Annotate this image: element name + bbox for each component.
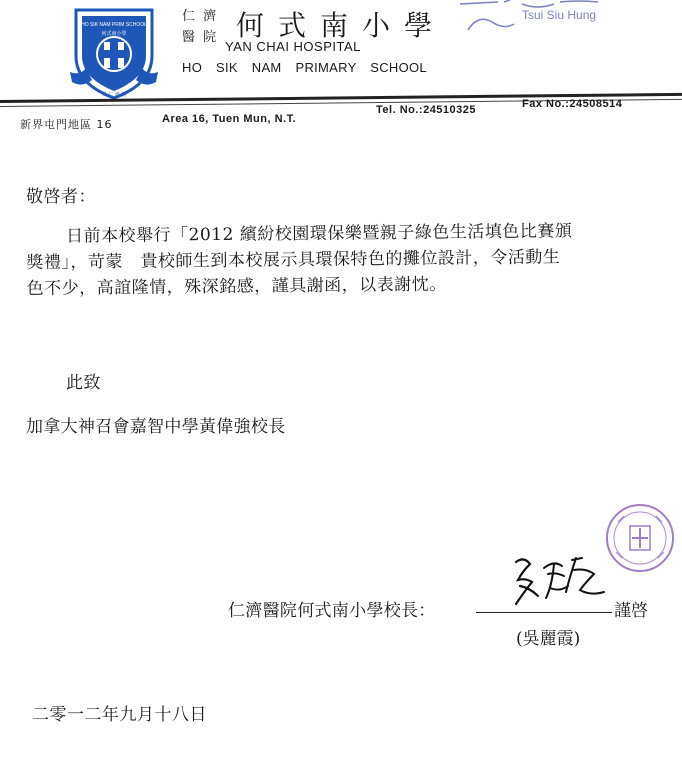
- paragraph-line: 日前本校舉行「2012 繽紛校園環保樂暨親子綠色生活填色比賽頒: [66, 221, 573, 247]
- address-en: Area 16, Tuen Mun, N.T.: [162, 113, 297, 125]
- paragraph-line: 色不少，高誼隆情，殊深銘感，謹具謝函，以表謝忱。: [26, 274, 447, 299]
- fax-number: Fax No.:24508514: [522, 98, 623, 110]
- signer-closing: 謹啓: [614, 601, 648, 621]
- crest-text-bottom: 愛 仁 濟 勤: [101, 92, 127, 98]
- org-name-cn-line1: 仁 濟: [182, 9, 219, 24]
- closing-phrase: 此致: [66, 373, 101, 393]
- letter-paragraph: [26, 217, 667, 302]
- telephone-number: Tel. No.:24510325: [376, 104, 477, 116]
- signer-title: 仁濟醫院何式南小學校長：: [228, 601, 436, 621]
- org-name-cn-line2: 醫 院: [182, 30, 219, 45]
- signature-line: [476, 612, 612, 613]
- address-cn: 新界屯門地區 16: [20, 118, 113, 131]
- salutation: 敬啓者：: [26, 187, 96, 207]
- recipient: 加拿大神召會嘉智中學黃偉強校長: [26, 417, 286, 437]
- hospital-name-en: YAN CHAI HOSPITAL: [225, 39, 361, 54]
- school-crest-logo: [68, 4, 160, 102]
- top-stamp-name: Tsui Siu Hung: [522, 8, 597, 22]
- school-seal-stamp: [604, 502, 676, 574]
- signer-name: (吳麗霞): [516, 629, 581, 649]
- principal-signature: [510, 552, 610, 610]
- school-name-en: HO SIK NAM PRIMARY SCHOOL: [182, 60, 427, 75]
- crest-text-top: HO SIK NAM PRIM SCHOOL: [81, 22, 147, 28]
- letter-date: 二零一二年九月十八日: [32, 705, 207, 725]
- crest-text-mid: 何式南小學: [101, 31, 127, 37]
- school-name-cn: 何式南小學: [236, 9, 447, 42]
- org-name-cn: [182, 6, 218, 48]
- paragraph-line: 獎禮」，苛蒙 貴校師生到本校展示具環保特色的攤位設計，令活動生: [26, 247, 561, 273]
